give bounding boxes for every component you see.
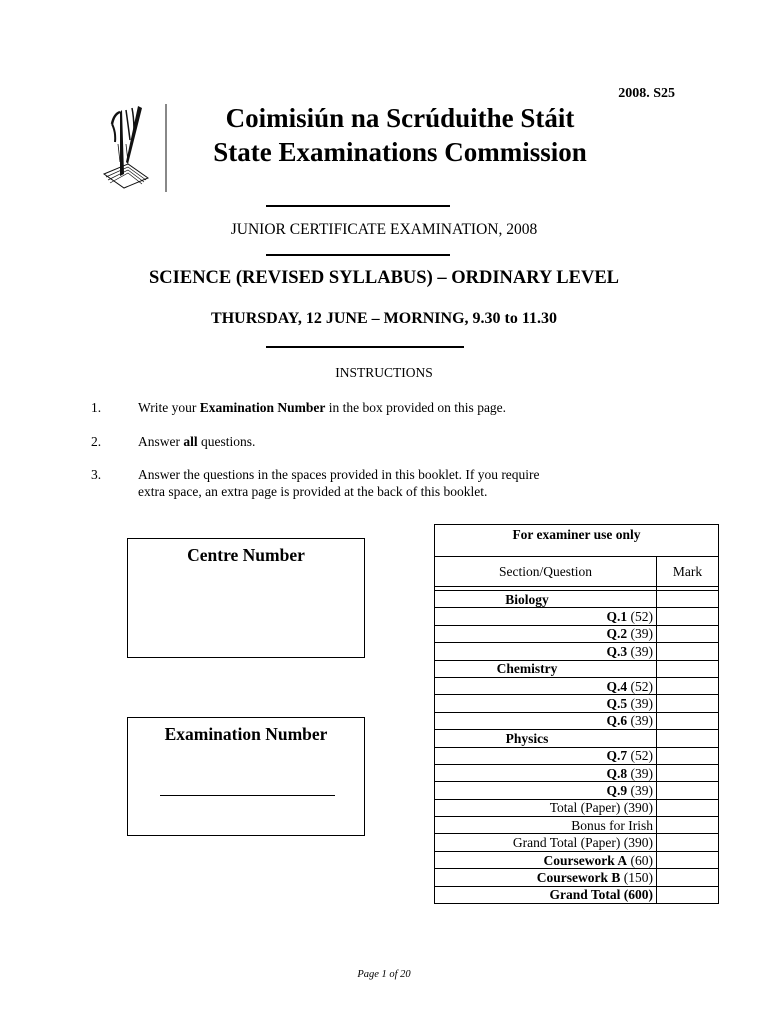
question-marks: (39) [627,782,653,798]
table-row [435,712,719,729]
exam-title: JUNIOR CERTIFICATE EXAMINATION, 2008 [230,221,538,238]
table-row [435,799,719,816]
question-number: Q.3 [606,643,628,659]
centre-number-box[interactable] [127,538,365,658]
examination-number-line[interactable] [160,795,335,796]
total-label: Total (Paper) (390) [435,799,657,816]
table-row [435,643,719,660]
section-question-header: Section/Question [435,557,657,587]
instruction-number: 3. [91,467,102,482]
commission-title-irish: Coimisiún na Scrúduithe Stáit [225,103,575,133]
question-label [435,712,657,729]
total-label: Bonus for Irish [435,817,657,834]
question-marks: (52) [627,609,653,625]
subject-title: SCIENCE (REVISED SYLLABUS) – ORDINARY LEVEL [149,268,619,288]
table-row [435,730,719,747]
question-number: Q.9 [606,782,628,798]
mark-cell[interactable] [657,660,719,677]
table-row [435,695,719,712]
mark-cell[interactable] [657,712,719,729]
instruction-text: in the box provided on this page. [325,400,507,415]
mark-cell[interactable] [657,643,719,660]
table-row [435,886,719,903]
question-label [435,643,657,660]
centre-number-label: Centre Number [187,545,305,565]
question-marks: (150) [620,869,653,885]
question-marks: (52) [627,678,653,694]
mark-cell[interactable] [657,782,719,799]
question-label [435,695,657,712]
instruction-number: 2. [91,434,102,449]
question-label [435,677,657,694]
question-marks: (39) [627,765,653,781]
mark-cell[interactable] [657,869,719,886]
mark-cell[interactable] [657,764,719,781]
commission-title-english: State Examinations Commission [213,137,587,167]
mark-header: Mark [657,557,719,587]
question-label [435,608,657,625]
question-label [435,747,657,764]
question-number: Q.1 [606,609,628,625]
question-number: Q.7 [606,748,628,764]
section-label: Biology [435,591,657,608]
examination-number-label: Examination Number [164,724,328,744]
instruction-bold: Examination Number [199,400,326,415]
table-row [435,817,719,834]
question-marks: (60) [627,852,653,868]
mark-cell[interactable] [657,851,719,868]
table-row [435,869,719,886]
table-row [435,764,719,781]
divider [266,346,464,348]
instruction-text: Write your [138,400,200,415]
question-label [435,869,657,886]
examiner-table [434,524,719,904]
mark-cell[interactable] [657,677,719,694]
question-number: Coursework B [536,869,621,885]
instruction-bold: all [183,434,198,449]
instruction-number: 1. [91,400,102,415]
question-number: Q.6 [606,713,628,729]
mark-cell[interactable] [657,730,719,747]
instruction-text: extra space, an extra page is provided at the back of this booklet. [138,484,488,499]
table-row [435,747,719,764]
examiner-table-title: For examiner use only [435,525,719,557]
section-label: Physics [435,730,657,747]
section-label: Chemistry [435,660,657,677]
examination-number-box[interactable] [127,717,365,836]
table-row [435,851,719,868]
mark-cell[interactable] [657,834,719,851]
page-footer: Page 1 of 20 [357,969,411,980]
mark-cell[interactable] [657,695,719,712]
mark-cell[interactable] [657,608,719,625]
question-number: Q.8 [606,765,628,781]
question-label [435,782,657,799]
question-label [435,625,657,642]
question-marks: (39) [627,696,653,712]
table-row [435,660,719,677]
question-marks: (52) [627,748,653,764]
mark-cell[interactable] [657,886,719,903]
paper-code: 2008. S25 [618,86,675,101]
table-row [435,834,719,851]
table-row [435,625,719,642]
mark-cell[interactable] [657,747,719,764]
question-marks: (39) [627,643,653,659]
exam-datetime: THURSDAY, 12 JUNE – MORNING, 9.30 to 11.30 [211,310,557,327]
question-marks: (39) [627,713,653,729]
instructions-heading: INSTRUCTIONS [335,365,433,380]
question-marks: (39) [627,626,653,642]
mark-cell[interactable] [657,625,719,642]
question-number: Q.5 [606,696,628,712]
total-label: Grand Total (Paper) (390) [435,834,657,851]
mark-cell[interactable] [657,591,719,608]
question-number: Q.4 [606,678,628,694]
instruction-text: Answer the questions in the spaces provided in this booklet. If you require [138,467,540,482]
instruction-text: Answer [138,434,184,449]
table-row [435,608,719,625]
question-label [435,851,657,868]
instruction-text: questions. [197,434,256,449]
question-number: Coursework A [543,852,628,868]
mark-cell[interactable] [657,817,719,834]
table-row [435,782,719,799]
table-row [435,677,719,694]
mark-cell[interactable] [657,799,719,816]
question-number: Q.2 [606,626,628,642]
divider [266,205,450,207]
divider [266,254,450,256]
question-label [435,764,657,781]
total-label: Grand Total (600) [435,886,657,903]
table-row [435,591,719,608]
